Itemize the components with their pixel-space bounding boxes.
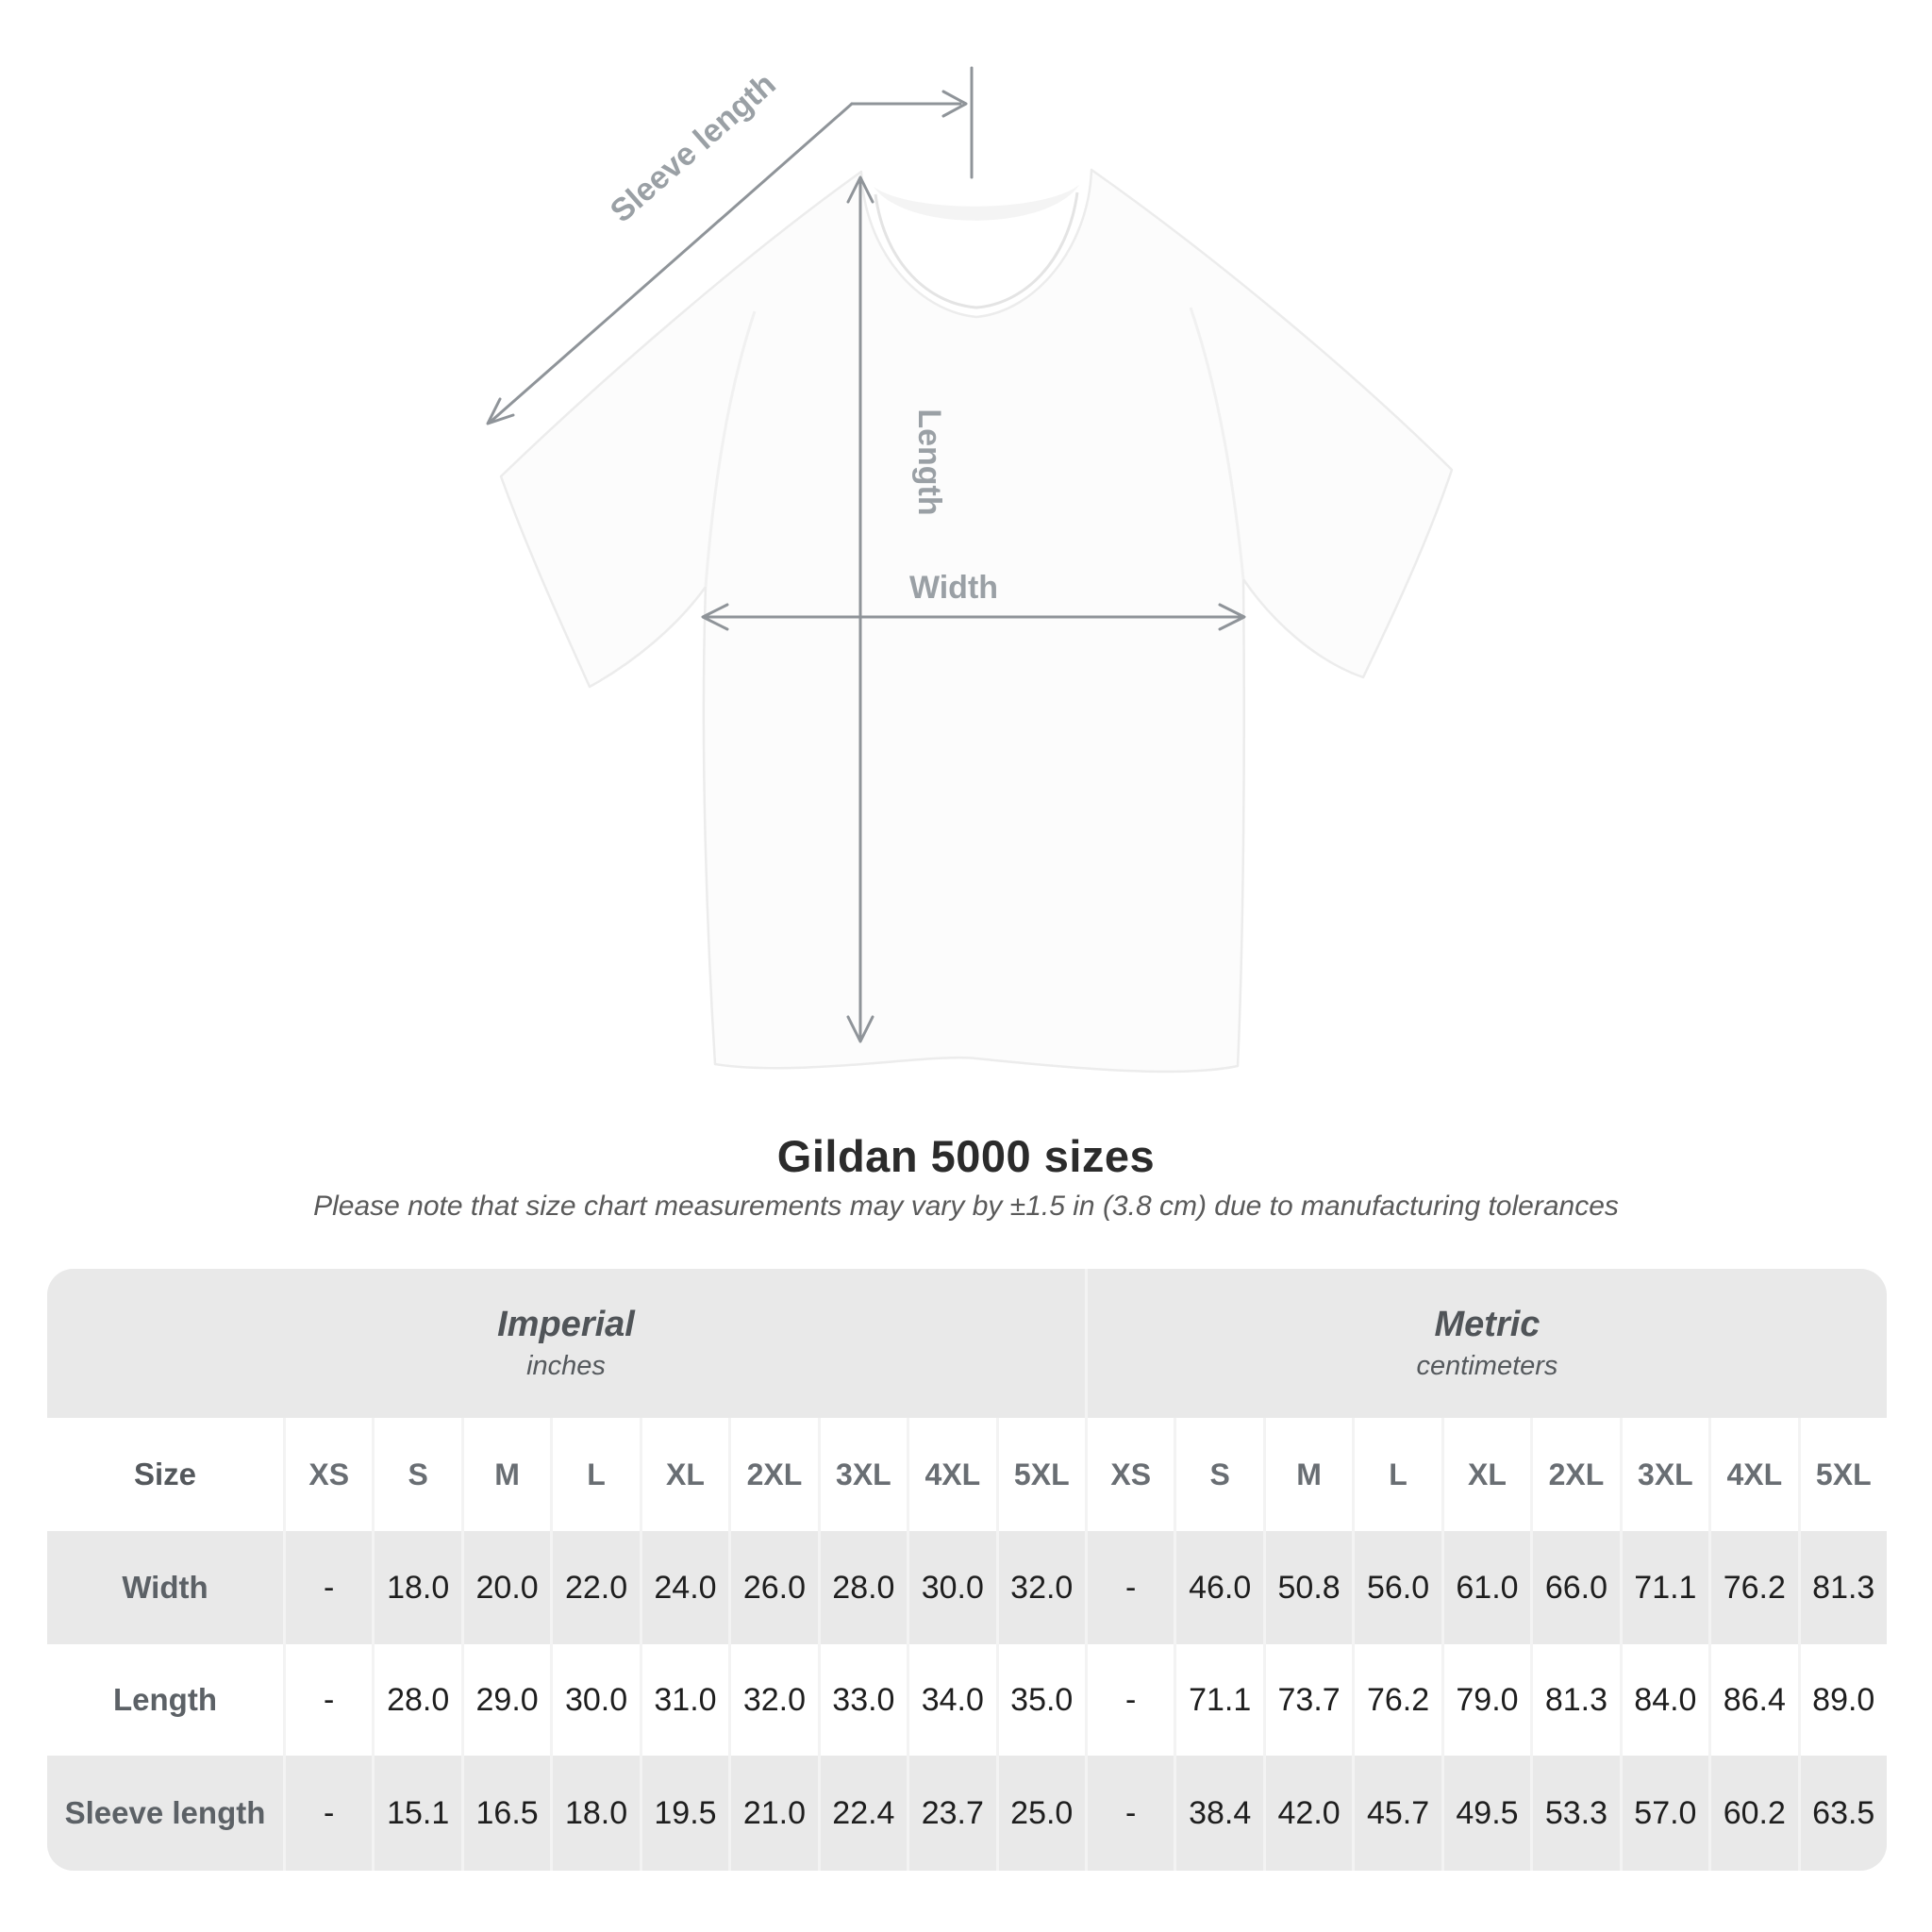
col-header-metric-2xl: 2XL bbox=[1533, 1418, 1619, 1531]
col-header-metric-5xl: 5XL bbox=[1801, 1418, 1887, 1531]
page-title: Gildan 5000 sizes bbox=[776, 1131, 1156, 1181]
cell-length-metric-l: 76.2 bbox=[1355, 1644, 1441, 1756]
cell-width-imperial-l: 22.0 bbox=[553, 1531, 639, 1644]
cell-width-metric-s: 46.0 bbox=[1176, 1531, 1262, 1644]
cell-sleeve-metric-xs: - bbox=[1088, 1756, 1174, 1871]
cell-sleeve-metric-2xl: 53.3 bbox=[1533, 1756, 1619, 1871]
cell-sleeve-imperial-xs: - bbox=[286, 1756, 372, 1871]
cell-sleeve-imperial-5xl: 25.0 bbox=[999, 1756, 1085, 1871]
cell-length-imperial-4xl: 34.0 bbox=[909, 1644, 995, 1756]
cell-width-metric-3xl: 71.1 bbox=[1623, 1531, 1708, 1644]
cell-length-imperial-5xl: 35.0 bbox=[999, 1644, 1085, 1756]
collar-back bbox=[874, 185, 1079, 221]
cell-sleeve-metric-xl: 49.5 bbox=[1444, 1756, 1530, 1871]
cell-width-imperial-4xl: 30.0 bbox=[909, 1531, 995, 1644]
cell-width-imperial-m: 20.0 bbox=[464, 1531, 550, 1644]
row-label-length: Length bbox=[47, 1644, 283, 1756]
cell-width-imperial-s: 18.0 bbox=[375, 1531, 460, 1644]
cell-length-metric-4xl: 86.4 bbox=[1711, 1644, 1797, 1756]
size-column-header: Size bbox=[47, 1418, 283, 1531]
cell-sleeve-imperial-3xl: 22.4 bbox=[821, 1756, 907, 1871]
cell-sleeve-imperial-2xl: 21.0 bbox=[731, 1756, 817, 1871]
col-header-metric-m: M bbox=[1266, 1418, 1352, 1531]
cell-sleeve-imperial-m: 16.5 bbox=[464, 1756, 550, 1871]
cell-sleeve-metric-m: 42.0 bbox=[1266, 1756, 1352, 1871]
cell-sleeve-imperial-s: 15.1 bbox=[375, 1756, 460, 1871]
col-header-metric-xl: XL bbox=[1444, 1418, 1530, 1531]
cell-length-imperial-xl: 31.0 bbox=[642, 1644, 728, 1756]
cell-length-imperial-s: 28.0 bbox=[375, 1644, 460, 1756]
cell-length-metric-s: 71.1 bbox=[1176, 1644, 1262, 1756]
sleeve-length-label: Sleeve length bbox=[603, 66, 783, 230]
size-table bbox=[47, 1269, 1887, 1871]
cell-width-metric-2xl: 66.0 bbox=[1533, 1531, 1619, 1644]
cell-sleeve-imperial-xl: 19.5 bbox=[642, 1756, 728, 1871]
col-header-imperial-xs: XS bbox=[286, 1418, 372, 1531]
cell-width-imperial-xl: 24.0 bbox=[642, 1531, 728, 1644]
col-header-metric-3xl: 3XL bbox=[1623, 1418, 1708, 1531]
cell-sleeve-metric-5xl: 63.5 bbox=[1801, 1756, 1887, 1871]
col-header-imperial-2xl: 2XL bbox=[731, 1418, 817, 1531]
cell-length-imperial-xs: - bbox=[286, 1644, 372, 1756]
cell-width-metric-xl: 61.0 bbox=[1444, 1531, 1530, 1644]
col-header-metric-s: S bbox=[1176, 1418, 1262, 1531]
col-header-metric-l: L bbox=[1355, 1418, 1441, 1531]
cell-sleeve-metric-3xl: 57.0 bbox=[1623, 1756, 1708, 1871]
col-header-imperial-4xl: 4XL bbox=[909, 1418, 995, 1531]
cell-length-imperial-m: 29.0 bbox=[464, 1644, 550, 1756]
cell-length-imperial-2xl: 32.0 bbox=[731, 1644, 817, 1756]
col-header-imperial-m: M bbox=[464, 1418, 550, 1531]
cell-width-metric-4xl: 76.2 bbox=[1711, 1531, 1797, 1644]
col-header-imperial-l: L bbox=[553, 1418, 639, 1531]
length-label: Length bbox=[911, 408, 947, 516]
col-header-imperial-5xl: 5XL bbox=[999, 1418, 1085, 1531]
cell-length-metric-2xl: 81.3 bbox=[1533, 1644, 1619, 1756]
col-header-metric-4xl: 4XL bbox=[1711, 1418, 1797, 1531]
imperial-label: Imperial bbox=[497, 1305, 635, 1344]
cell-sleeve-metric-4xl: 60.2 bbox=[1711, 1756, 1797, 1871]
row-label-width: Width bbox=[47, 1531, 283, 1644]
tolerance-note: Please note that size chart measurements may vary by ±1.5 in (3.8 cm) due to manufacturing tolerances bbox=[313, 1191, 1619, 1222]
cell-sleeve-imperial-4xl: 23.7 bbox=[909, 1756, 995, 1871]
cell-sleeve-imperial-l: 18.0 bbox=[553, 1756, 639, 1871]
tshirt-graphic bbox=[501, 170, 1452, 1072]
cell-width-imperial-xs: - bbox=[286, 1531, 372, 1644]
cell-width-imperial-5xl: 32.0 bbox=[999, 1531, 1085, 1644]
cell-length-metric-xs: - bbox=[1088, 1644, 1174, 1756]
cell-length-imperial-3xl: 33.0 bbox=[821, 1644, 907, 1756]
width-label: Width bbox=[908, 570, 999, 606]
cell-width-metric-5xl: 81.3 bbox=[1801, 1531, 1887, 1644]
cell-length-metric-xl: 79.0 bbox=[1444, 1644, 1530, 1756]
col-header-metric-xs: XS bbox=[1088, 1418, 1174, 1531]
cell-length-metric-m: 73.7 bbox=[1266, 1644, 1352, 1756]
cell-length-imperial-l: 30.0 bbox=[553, 1644, 639, 1756]
cell-sleeve-metric-s: 38.4 bbox=[1176, 1756, 1262, 1871]
cell-length-metric-5xl: 89.0 bbox=[1801, 1644, 1887, 1756]
metric-group-header bbox=[1088, 1269, 1887, 1418]
cell-length-metric-3xl: 84.0 bbox=[1623, 1644, 1708, 1756]
imperial-group-header bbox=[47, 1269, 1085, 1418]
col-header-imperial-s: S bbox=[375, 1418, 460, 1531]
cell-width-imperial-2xl: 26.0 bbox=[731, 1531, 817, 1644]
tshirt-body bbox=[501, 170, 1452, 1072]
cell-width-metric-l: 56.0 bbox=[1355, 1531, 1441, 1644]
col-header-imperial-3xl: 3XL bbox=[821, 1418, 907, 1531]
cell-sleeve-metric-l: 45.7 bbox=[1355, 1756, 1441, 1871]
metric-unit: centimeters bbox=[1416, 1351, 1558, 1381]
cell-width-imperial-3xl: 28.0 bbox=[821, 1531, 907, 1644]
imperial-unit: inches bbox=[526, 1351, 606, 1381]
cell-width-metric-m: 50.8 bbox=[1266, 1531, 1352, 1644]
metric-label: Metric bbox=[1434, 1305, 1541, 1344]
col-header-imperial-xl: XL bbox=[642, 1418, 728, 1531]
row-label-sleeve-length: Sleeve length bbox=[47, 1756, 283, 1871]
cell-width-metric-xs: - bbox=[1088, 1531, 1174, 1644]
